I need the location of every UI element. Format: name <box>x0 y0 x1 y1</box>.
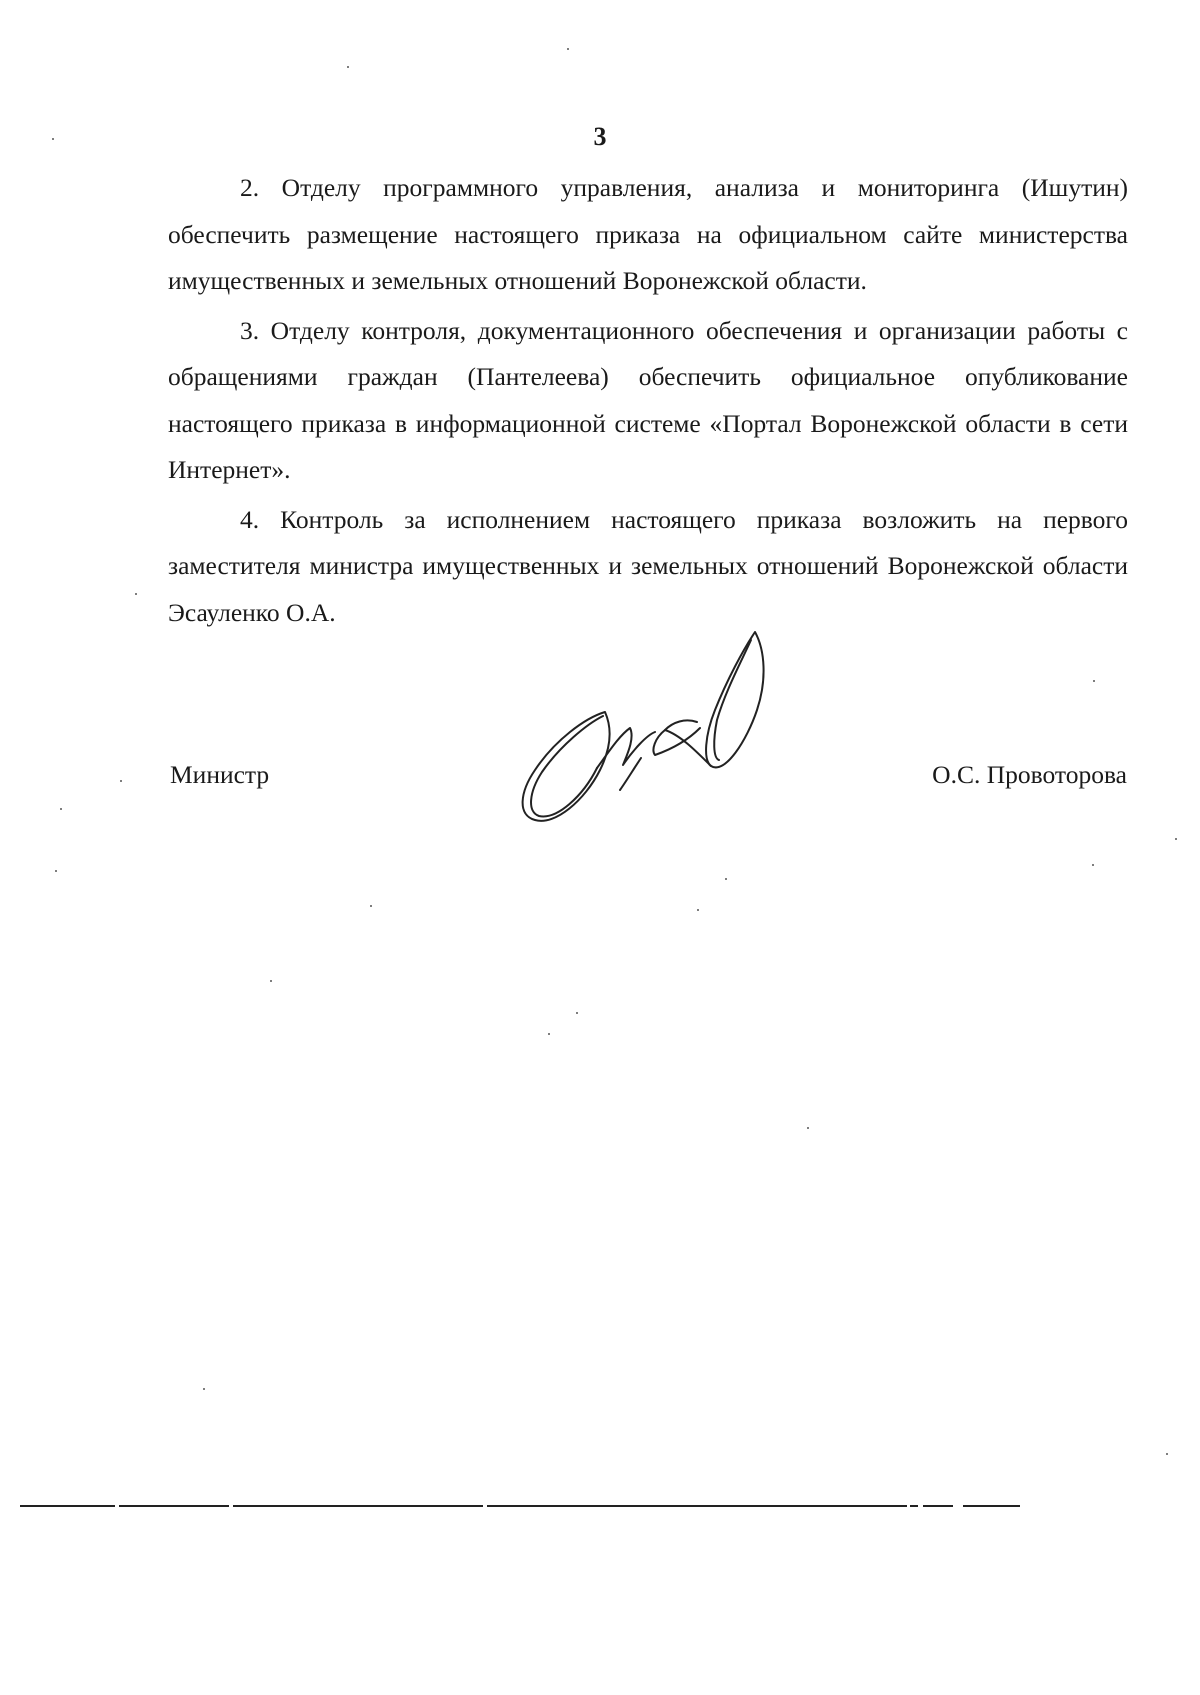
scan-speck <box>1175 838 1177 840</box>
page-number: 3 <box>593 122 607 151</box>
paragraph-3: 3. Отделу контроля, документационного обеспечения и организации работы с обращениями граждан (Пантелеева) обеспечить официальное опубликование настоящего приказа в информационной системе «Портал Воронежской области в сети Интернет». <box>168 315 1128 484</box>
handwritten-signature <box>515 630 800 830</box>
footer-dashed-rule <box>20 1503 1020 1509</box>
scan-speck <box>807 1127 809 1129</box>
scan-speck <box>370 905 372 907</box>
scan-speck <box>120 780 122 782</box>
scan-speck <box>60 808 62 810</box>
scan-speck <box>1166 1453 1168 1455</box>
scan-speck <box>1093 680 1095 682</box>
scan-speck <box>725 878 727 880</box>
scan-speck <box>55 870 57 872</box>
scan-speck <box>52 138 54 140</box>
scan-speck <box>203 1388 205 1390</box>
scan-speck <box>576 1012 578 1014</box>
document-body <box>168 165 1128 636</box>
scan-speck <box>1092 864 1094 866</box>
signatory-name: О.С. Провоторова <box>932 760 1127 789</box>
scan-speck <box>697 909 699 911</box>
paragraph-4: 4. Контроль за исполнением настоящего приказа возложить на первого заместителя министра имущественных и земельных отношений Воронежской области Эсауленко О.А. <box>168 504 1128 627</box>
scan-speck <box>548 1033 550 1035</box>
scan-speck <box>135 593 137 595</box>
paragraph-2: 2. Отделу программного управления, анализа и мониторинга (Ишутин) обеспечить размещение настоящего приказа на официальном сайте министерства имущественных и земельных отношений Воронежской области. <box>168 173 1128 295</box>
scan-speck <box>567 48 569 50</box>
scan-speck <box>270 980 272 982</box>
signatory-title: Министр <box>170 760 270 789</box>
scan-speck <box>347 66 349 68</box>
